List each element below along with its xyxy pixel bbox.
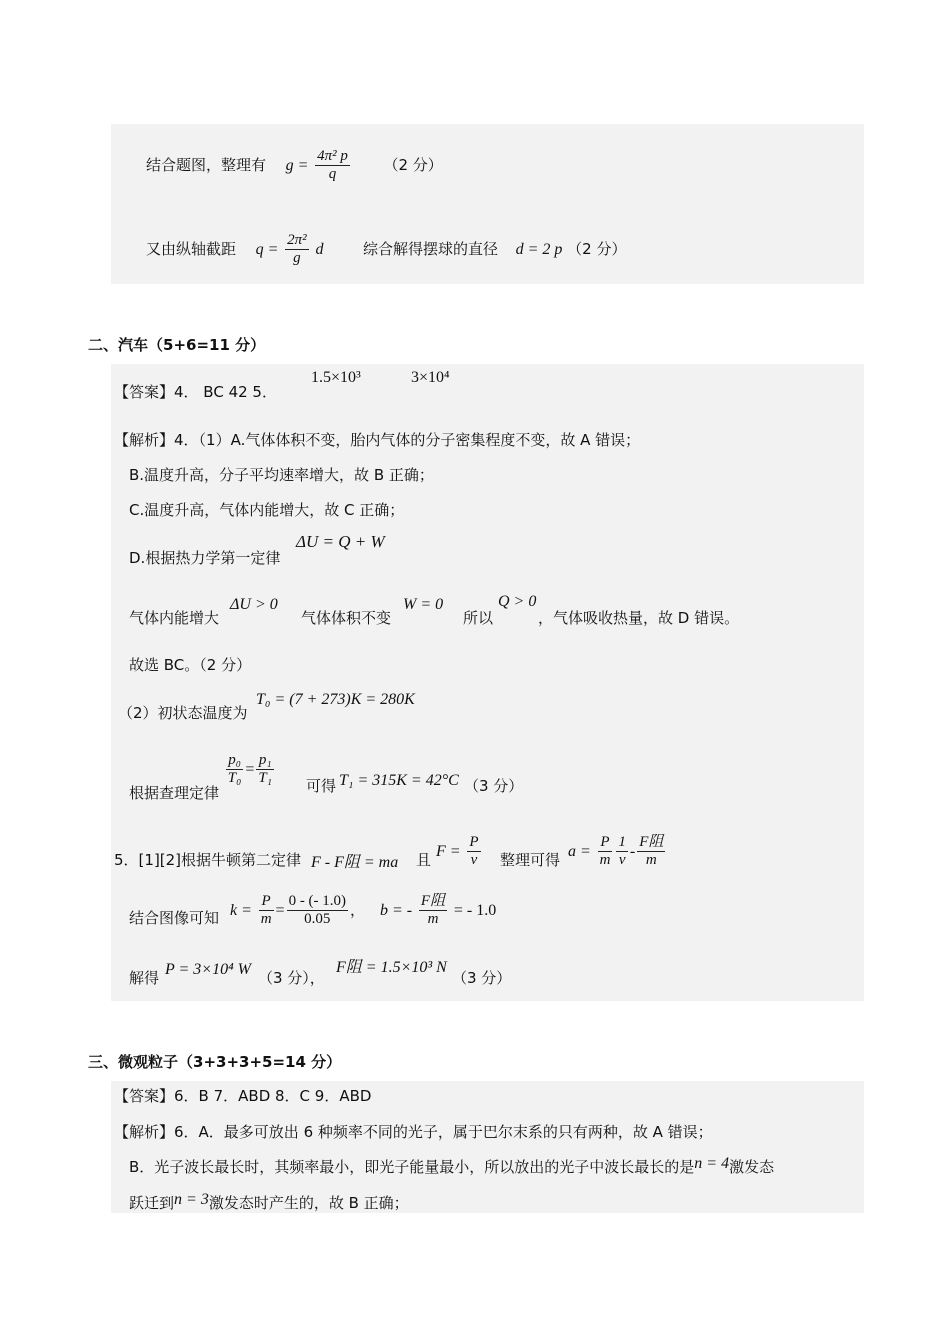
- sec2-p9: 5．[1][2]根据牛顿第二定律: [114, 851, 302, 869]
- newton-eq: F - F阻 = ma: [311, 854, 399, 871]
- fraction-numerator: F阻: [420, 893, 446, 909]
- sec3-p2: [129, 1157, 774, 1178]
- sec3-text: 激发态时产生的，故 B 正确；: [208, 1194, 409, 1212]
- score: （3 分）: [452, 969, 512, 987]
- sec2-p9-b: 且: [416, 851, 432, 869]
- sec2-answer: [114, 382, 277, 402]
- sec2-p8: 根据查理定律 $\frac{\text{p₀}}{\text{T₀}}$ = $\frac{\text{p₁}}{\text{T₁}}$: [129, 752, 272, 802]
- sec2-p9-c: 整理可得: [500, 851, 561, 869]
- final-temp-eq: T₁ = 315K = 42°C: [339, 772, 459, 789]
- power-fraction: [467, 834, 480, 869]
- fraction-denominator: 0.05: [304, 911, 331, 927]
- eq-dU: ΔU > 0: [230, 596, 278, 613]
- sec3-p3: [129, 1193, 409, 1214]
- sec3-text: 激发态: [729, 1158, 775, 1176]
- sec1-fraction: [315, 148, 350, 183]
- fraction-denominator: v: [618, 852, 626, 868]
- fraction-numerator: P: [259, 893, 274, 911]
- sec2-p4: D.根据热力学第一定律: [129, 549, 281, 567]
- intercept-fraction: [419, 893, 447, 928]
- sec3-p1: 【解析】6．A．最多可放出 6 种频率不同的光子，属于巴尔末系的只有两种，故 A 错误；: [114, 1123, 713, 1141]
- sec3-text: B．光子波长最长时，其频率最小，即光子能量最小，所以放出的光子中波长最长的是: [129, 1158, 695, 1176]
- fraction-numerator: 2π²: [287, 232, 307, 248]
- resistance-result: F阻 = 1.5×10³ N: [336, 959, 447, 976]
- fraction-denominator: m: [427, 911, 439, 927]
- sec1-fraction: [285, 232, 309, 267]
- sec2-text: 根据查理定律: [129, 784, 220, 802]
- sec1-eq-lhs: q =: [255, 241, 279, 258]
- section-heading-car: 二、汽车（5+6=11 分）: [88, 336, 266, 354]
- eq-lhs: a =: [568, 843, 591, 860]
- fraction-numerator: 4π² p: [317, 148, 348, 164]
- intercept-value: = - 1.0: [453, 902, 497, 919]
- sec1-line2: [146, 232, 626, 267]
- score: （3 分）: [464, 777, 524, 795]
- sec1-text: 综合解得摆球的直径: [363, 240, 499, 258]
- fraction-denominator: m: [645, 852, 657, 868]
- fraction-denominator: T₁: [258, 770, 272, 786]
- score: （3 分），: [258, 969, 325, 987]
- eq-lhs: b = -: [380, 902, 413, 919]
- sec3-answer: 【答案】6．B 7．ABD 8．C 9．ABD: [114, 1087, 372, 1105]
- sec2-p8-mid: 可得: [306, 777, 337, 795]
- sec2-p3: C.温度升高，气体内能增大，故 C 正确；: [129, 501, 405, 519]
- accel-eq: a = $\frac{P}{m}$ $\frac{1}{v}$ - $\frac{\text{F阻}}{m}$: [568, 834, 664, 868]
- charles-fraction-1: [226, 752, 244, 787]
- fraction-denominator: T₀: [227, 770, 242, 786]
- sec2-p5-d: ，气体吸收热量，故 D 错误。: [538, 609, 740, 627]
- fraction-denominator: m: [260, 911, 272, 927]
- first-law-eq: ΔU = Q + W: [296, 532, 385, 551]
- charles-fraction-2: [256, 752, 274, 787]
- fraction-numerator: p₀: [226, 752, 244, 770]
- power-result: P = 3×10⁴ W: [165, 961, 251, 978]
- score: （2 分）: [567, 240, 627, 258]
- fraction-numerator: 0 - (- 1.0): [288, 893, 347, 909]
- level-eq: n = 4: [694, 1155, 730, 1172]
- fraction-numerator: F阻: [639, 834, 664, 850]
- slope-fraction: [259, 893, 274, 928]
- accel-fraction-3: [637, 834, 665, 869]
- fraction-denominator: q: [328, 166, 337, 182]
- eq-lhs: k =: [230, 902, 252, 919]
- eq-W: W = 0: [403, 596, 444, 613]
- answer-label: 【答案】4． BC 42 5．: [114, 383, 277, 401]
- fraction-numerator: P: [469, 834, 479, 850]
- fraction-denominator: v: [470, 852, 478, 868]
- sec2-p5-b: 气体体积不变: [301, 609, 392, 627]
- sec1-text: 又由纵轴截距: [146, 240, 237, 258]
- accel-fraction-1: [598, 834, 613, 869]
- sec2-answer-v1: 1.5×10³: [311, 369, 361, 386]
- sec1-text: 结合题图，整理有: [146, 156, 267, 174]
- sec1-eq-rhs: d: [315, 241, 324, 258]
- section-heading-particles: 三、微观粒子（3+3+3+5=14 分）: [88, 1053, 342, 1071]
- slope-eq: k = $\frac{P}{m}$ = $\frac{0 - (- 1.0)}{0.05}$ ，: [230, 893, 366, 927]
- fraction-denominator: m: [599, 852, 611, 868]
- initial-temp-eq: T₀ = (7 + 273)K = 280K: [256, 691, 415, 708]
- sec2-p2: B.温度升高，分子平均速率增大，故 B 正确；: [129, 466, 434, 484]
- sec3-text: 跃迁到: [129, 1194, 175, 1212]
- sec2-p7: （2）初状态温度为: [118, 704, 248, 722]
- fraction-denominator: g: [293, 250, 301, 266]
- accel-fraction-2: [616, 834, 628, 869]
- fraction-numerator: p₁: [256, 752, 274, 770]
- sec2-p9-F: [436, 834, 483, 869]
- sec2-p5-c: 所以: [463, 609, 494, 627]
- sec2-p11: 解得: [129, 969, 160, 987]
- sec2-p1: 【解析】4．（1）A.气体体积不变，胎内气体的分子密集程度不变，故 A 错误；: [114, 431, 641, 449]
- sec2-p10: 结合图像可知: [129, 909, 220, 927]
- fraction-numerator: 1: [618, 834, 626, 850]
- fraction-numerator: P: [598, 834, 613, 852]
- eq-lhs: F =: [436, 843, 461, 860]
- sec2-p6: 故选 BC。（2 分）: [129, 656, 252, 674]
- sec2-answer-v2: 3×10⁴: [411, 369, 450, 386]
- eq-Q: Q > 0: [498, 593, 537, 610]
- sec1-eq-lhs: g =: [285, 157, 309, 174]
- slope-value-fraction: [287, 893, 348, 928]
- sec1-line1: [146, 148, 443, 183]
- intercept-eq: [380, 893, 496, 928]
- level-eq: n = 3: [174, 1191, 209, 1208]
- diameter-eq: d = 2 p: [515, 241, 563, 258]
- score: （2 分）: [383, 156, 443, 174]
- sec2-p5-a: 气体内能增大: [129, 609, 220, 627]
